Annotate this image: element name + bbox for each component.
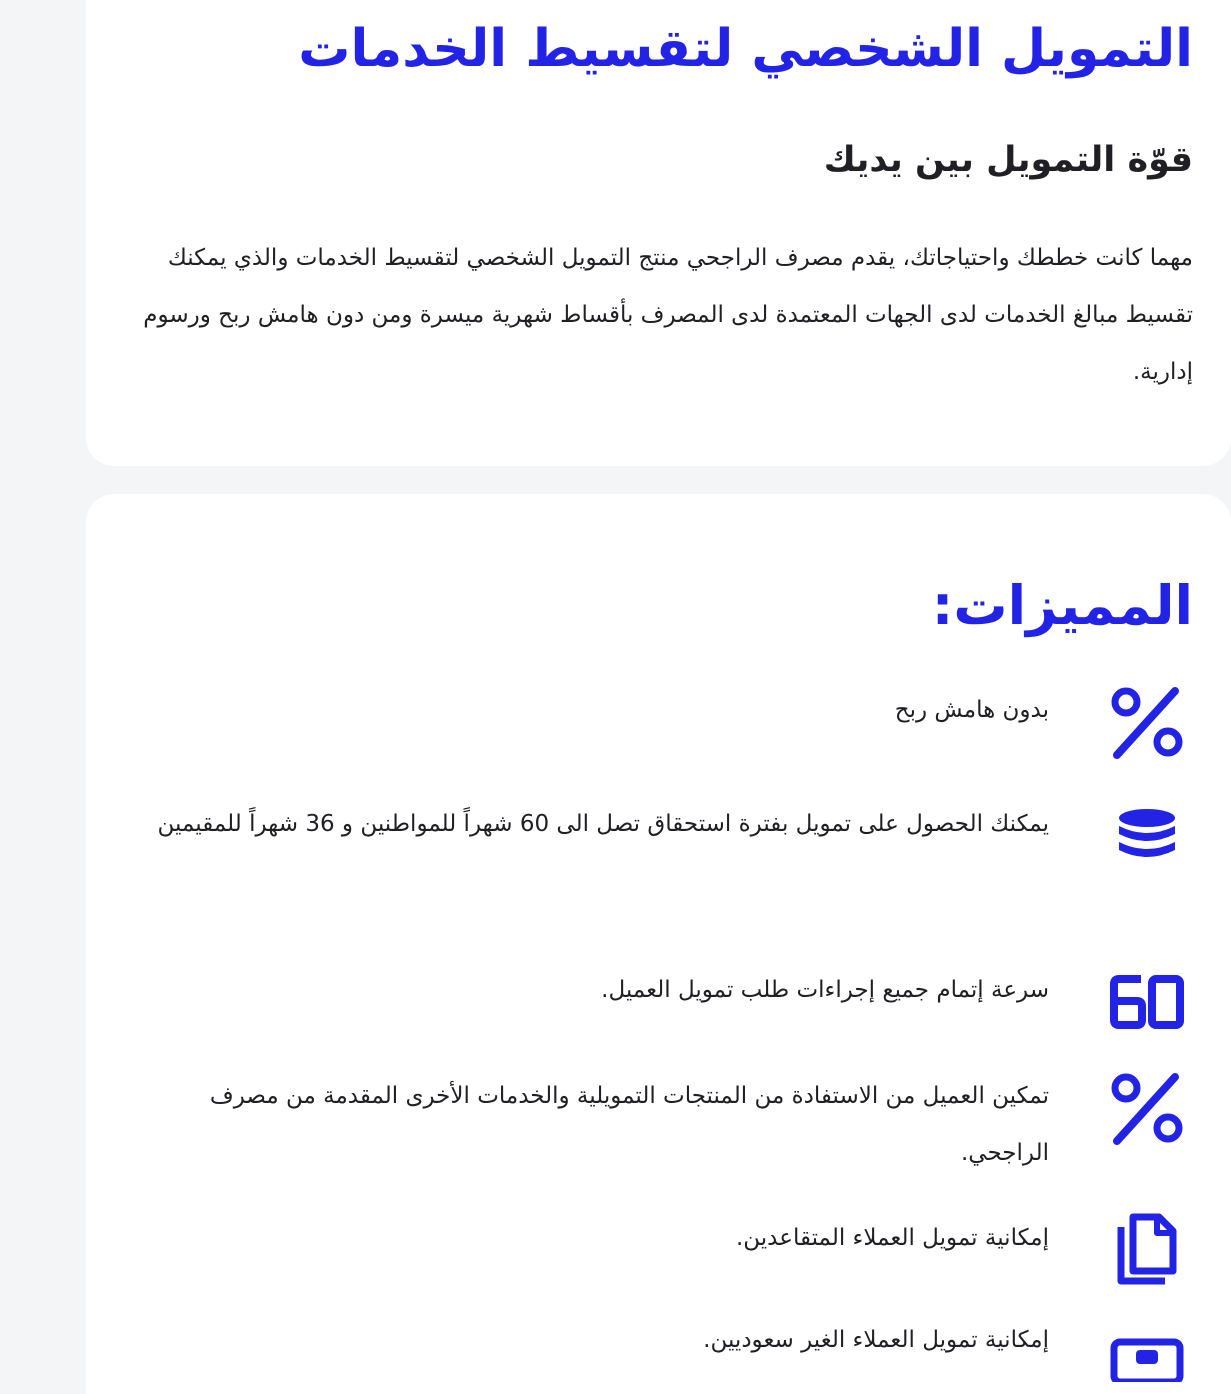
documents-icon xyxy=(1101,1210,1193,1290)
feature-item-fast-process xyxy=(123,962,1193,1042)
feature-item-no-profit xyxy=(123,682,1193,762)
sixty-icon xyxy=(1101,962,1193,1042)
feature-text: بدون هامش ربح xyxy=(894,697,1049,723)
feature-text: يمكنك الحصول على تمويل بفترة استحقاق تصل الى 60 شهراً للمواطنين و 36 شهراً للمقيمين xyxy=(157,811,1049,837)
feature-text: سرعة إتمام جميع إجراءات طلب تمويل العميل. xyxy=(601,977,1049,1003)
intro-description: مهما كانت خططك واحتياجاتك، يقدم مصرف الراجحي منتج التمويل الشخصي لتقسيط الخدمات والذي يمكنك تقسيط مبالغ الخدمات لدى الجهات المعتمدة لدى المصرف بأقساط شهرية ميسرة ومن دون هامش ربح ورسوم إدارية. xyxy=(143,245,1193,385)
features-title: المميزات: xyxy=(931,574,1193,637)
coins-stack-icon xyxy=(1101,796,1193,876)
percent-icon xyxy=(1101,1068,1193,1148)
feature-item-financing-period xyxy=(123,796,1193,876)
feature-item-non-saudi xyxy=(123,1312,1193,1392)
feature-text: إمكانية تمويل العملاء المتقاعدين. xyxy=(735,1225,1049,1251)
feature-text: تمكين العميل من الاستفادة من المنتجات التمويلية والخدمات الأخرى المقدمة من مصرف الراجحي. xyxy=(209,1083,1049,1166)
feature-item-other-products xyxy=(123,1068,1193,1182)
feature-text: إمكانية تمويل العملاء الغير سعوديين. xyxy=(703,1327,1049,1353)
id-card-icon xyxy=(1101,1312,1193,1392)
page-title: التمويل الشخصي لتقسيط الخدمات xyxy=(298,19,1193,79)
feature-item-retirees xyxy=(123,1210,1193,1290)
page-subtitle: قوّة التمويل بين يديك xyxy=(823,140,1193,180)
percent-icon xyxy=(1101,682,1193,762)
